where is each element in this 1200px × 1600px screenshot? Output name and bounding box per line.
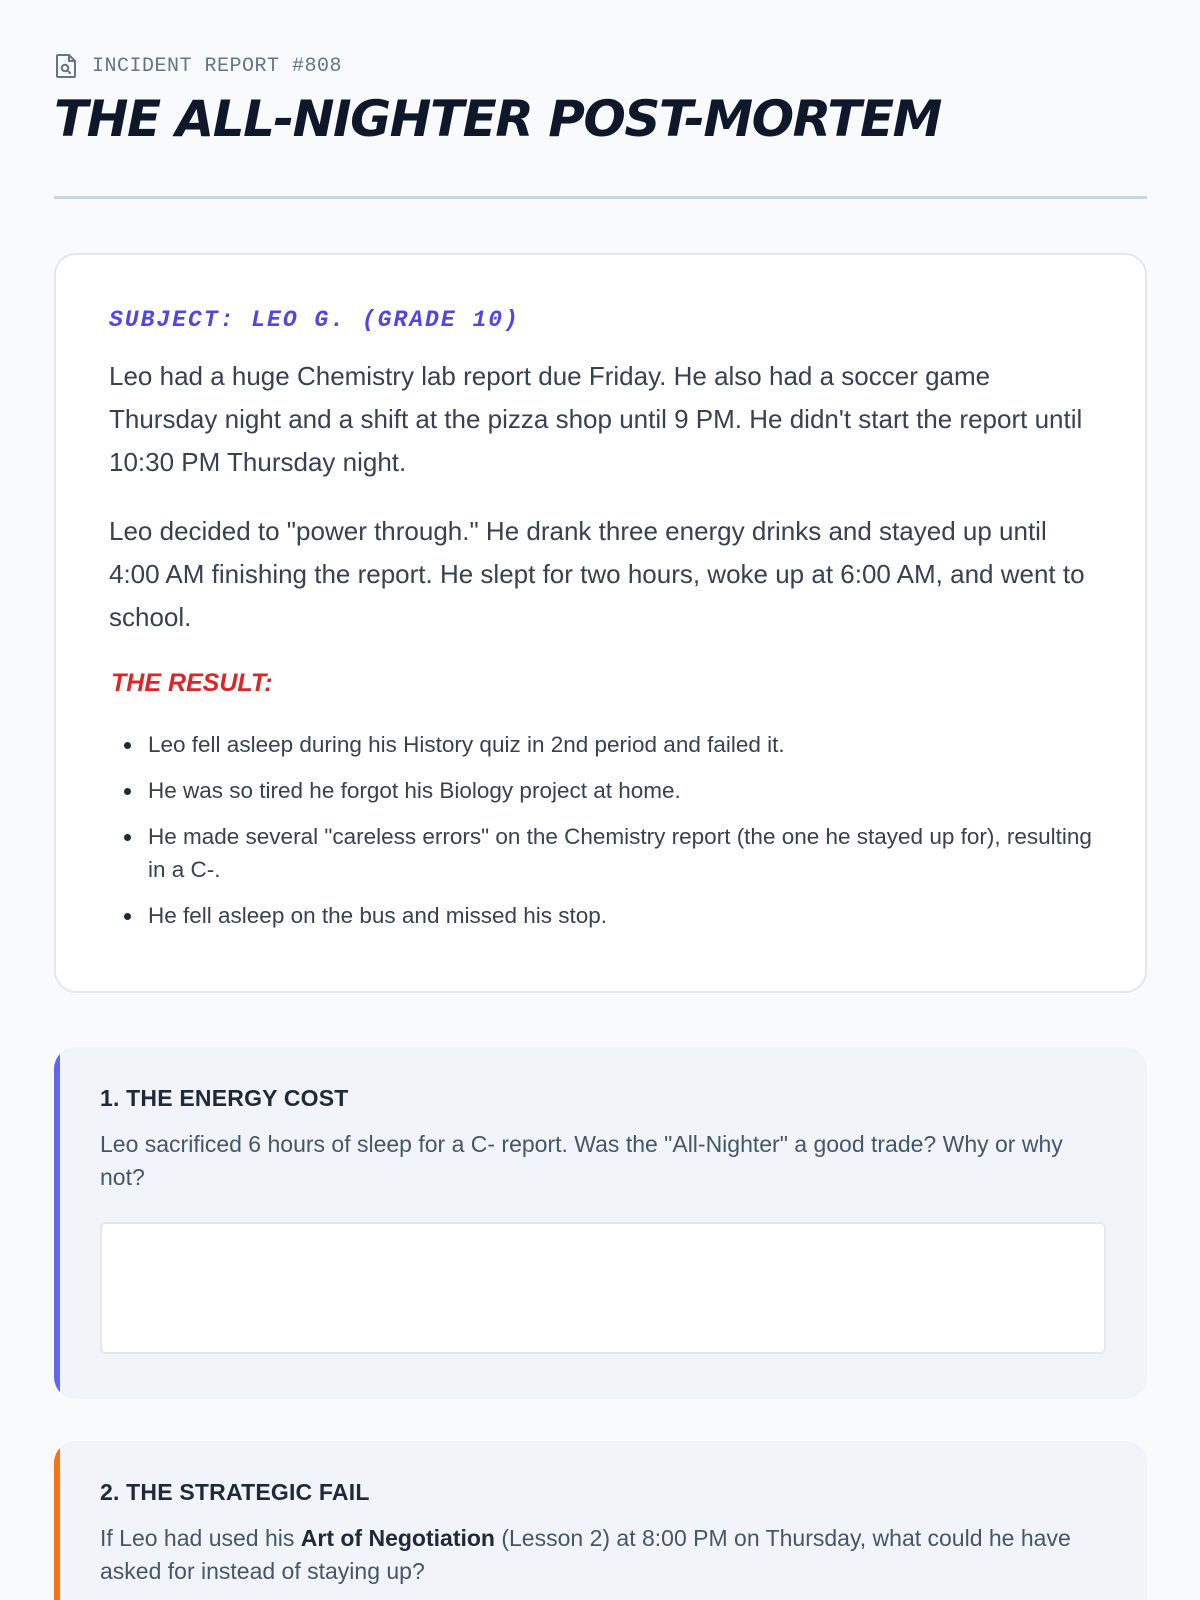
report-tag — [54, 52, 1146, 80]
result-item: He was so tired he forgot his Biology project at home. — [109, 774, 1093, 807]
document-search-icon — [54, 53, 78, 79]
case-paragraph: Leo had a huge Chemistry lab report due Friday. He also had a soccer game Thursday night and a shift at the pizza shop until 9 PM. He didn't start the report until 10:30 PM Thursday night. — [109, 361, 1083, 477]
answer-field[interactable] — [100, 1222, 1106, 1354]
question-title: 2. THE STRATEGIC FAIL — [100, 1479, 370, 1505]
result-heading: THE RESULT: — [111, 669, 273, 697]
result-item: He fell asleep on the bus and missed his stop. — [109, 899, 1093, 932]
title-divider — [54, 196, 1147, 199]
question-title: 1. THE ENERGY COST — [100, 1085, 349, 1111]
header — [54, 0, 1146, 199]
case-paragraph: Leo decided to "power through." He drank three energy drinks and stayed up until 4:00 AM finishing the report. He slept for two hours, woke up at 6:00 AM, and went to school. — [109, 516, 1085, 632]
page-title: THE ALL-NIGHTER POST-MORTEM — [54, 90, 941, 148]
question-energy-cost — [54, 1047, 1147, 1399]
case-card — [54, 253, 1147, 993]
result-item: Leo fell asleep during his History quiz in 2nd period and failed it. — [109, 728, 1093, 761]
prompt-emphasis: Art of Negotiation — [300, 1525, 495, 1551]
prompt-text: (Lesson 2) at 8:00 PM on Thursday, what could he have asked for instead of staying up? — [100, 1525, 1071, 1584]
report-number: INCIDENT REPORT #808 — [92, 54, 343, 78]
result-item: He made several "careless errors" on the Chemistry report (the one he stayed up for), resulting in a C-. — [109, 820, 1093, 886]
prompt-text: If Leo had used his — [100, 1525, 301, 1551]
question-strategic-fail — [54, 1441, 1147, 1600]
subject-line: SUBJECT: LEO G. (GRADE 10) — [109, 307, 520, 333]
question-prompt: Leo sacrificed 6 hours of sleep for a C- report. Was the "All-Nighter" a good trade? Why or why not? — [100, 1131, 1063, 1190]
question-prompt — [100, 1522, 1107, 1588]
result-list — [109, 728, 1093, 932]
